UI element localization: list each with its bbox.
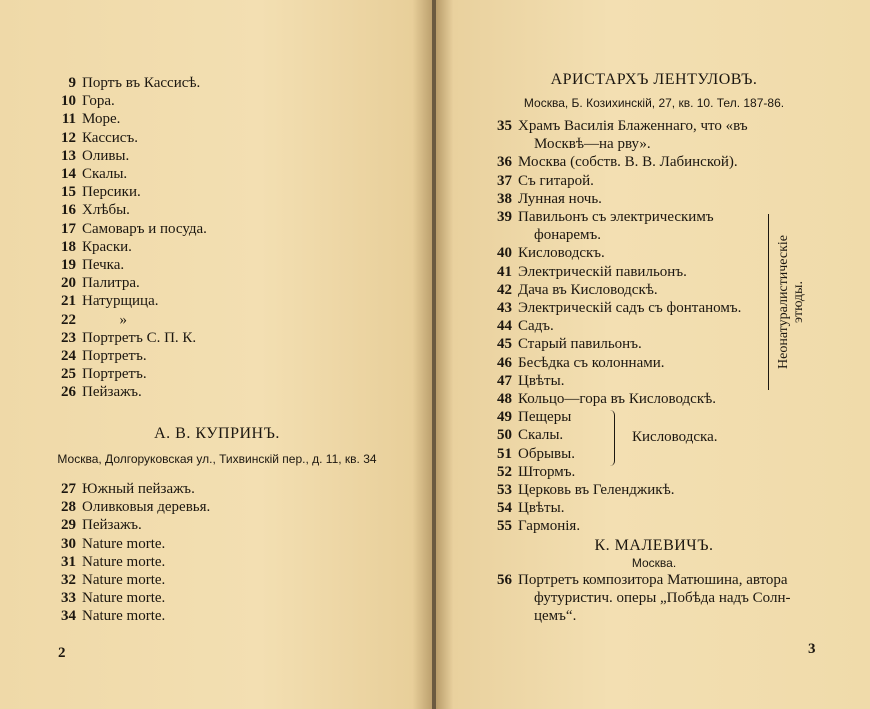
catalogue-entry — [486, 589, 790, 607]
entry-title: Nature morte. — [82, 590, 166, 607]
entry-title: Обрывы. — [518, 445, 575, 462]
catalogue-entry — [486, 135, 748, 153]
entry-title: Кассисъ. — [82, 129, 138, 146]
entry-title: Церковь въ Геленджикѣ. — [518, 482, 675, 499]
entry-number: 18 — [61, 238, 76, 255]
entry-number: 29 — [61, 517, 76, 534]
entry-number: 10 — [61, 93, 76, 110]
catalogue-entry — [50, 292, 207, 310]
catalogue-entry — [486, 571, 790, 589]
catalogue-entry — [50, 256, 207, 274]
entry-number: 49 — [497, 409, 512, 426]
catalogue-entry — [486, 263, 748, 281]
entry-title: Пейзажъ. — [82, 384, 142, 401]
entry-number: 55 — [497, 518, 512, 535]
catalogue-entry — [50, 571, 210, 589]
catalogue-entry — [486, 408, 748, 426]
entry-title: Портретъ С. П. К. — [82, 329, 197, 346]
entry-title: Портретъ. — [82, 348, 147, 365]
catalogue-entry — [486, 481, 748, 499]
entry-title: Nature morte. — [82, 572, 166, 589]
catalogue-entry — [50, 553, 210, 571]
entry-title: Nature morte. — [82, 553, 166, 570]
artist-name-malevich: К. МАЛЕВИЧЪ. — [594, 537, 714, 554]
group-brace-kislovodsk — [610, 410, 615, 466]
catalogue-entry — [486, 208, 748, 226]
catalogue-entry — [486, 517, 748, 535]
entry-title: Краски. — [82, 238, 132, 255]
entry-number: 9 — [68, 75, 76, 91]
catalogue-entry — [486, 499, 748, 517]
catalogue-entry — [50, 480, 210, 498]
entry-title: Кисловодскъ. — [518, 245, 605, 262]
entry-title: Цвѣты. — [518, 372, 565, 389]
catalogue-entry — [50, 147, 207, 165]
entry-title: Nature morte. — [82, 608, 166, 625]
entry-number: 21 — [61, 293, 76, 310]
entry-title: Хлѣбы. — [82, 202, 130, 219]
entry-title: Самоваръ и посуда. — [82, 220, 207, 237]
catalogue-entry — [50, 535, 210, 553]
entry-title: Старый павильонъ. — [518, 336, 642, 353]
artist-name-kuprin: А. В. КУПРИНЪ. — [154, 425, 280, 442]
group-label-line: Неонатуралистическіе — [776, 235, 791, 369]
catalogue-list-kuprin — [50, 480, 210, 626]
catalogue-list-matisse-section — [50, 74, 207, 402]
entry-number: 48 — [497, 391, 512, 408]
catalogue-entry — [50, 589, 210, 607]
catalogue-entry — [50, 220, 207, 238]
entry-number: 13 — [61, 147, 76, 164]
entry-number: 45 — [497, 336, 512, 353]
entry-title: Лунная ночь. — [518, 190, 602, 207]
catalogue-entry — [486, 226, 748, 244]
entry-number: 44 — [497, 318, 512, 335]
entry-number: 50 — [497, 427, 512, 444]
catalogue-entry — [50, 110, 207, 128]
catalogue-entry — [50, 383, 207, 401]
entry-number: 40 — [497, 245, 512, 262]
catalogue-entry — [50, 183, 207, 201]
entry-title: Портретъ композитора Матюшина, автора — [518, 572, 788, 588]
entry-number: 38 — [497, 190, 512, 207]
entry-number: 20 — [61, 275, 76, 292]
entry-number: 26 — [61, 384, 76, 401]
entry-title: Пещеры — [518, 409, 572, 426]
entry-number: 15 — [61, 184, 76, 201]
entry-title: Персики. — [82, 184, 141, 201]
catalogue-entry — [50, 365, 207, 383]
entry-title: Штормъ. — [518, 463, 576, 480]
entry-title: Гора. — [82, 93, 115, 110]
entry-title: » — [82, 311, 127, 328]
entry-number: 43 — [497, 300, 512, 317]
artist-address-malevich: Москва. — [631, 556, 677, 570]
entry-number: 46 — [497, 354, 512, 371]
entry-number: 37 — [497, 172, 512, 189]
entry-title: цемъ“. — [534, 608, 577, 625]
entry-number: 32 — [61, 572, 76, 589]
artist-address-kuprin: Москва, Долгоруковская ул., Тихвинскій пер., д. 11, кв. 34 — [57, 452, 377, 466]
catalogue-entry — [486, 153, 748, 171]
catalogue-entry — [486, 117, 748, 135]
entry-number: 35 — [497, 118, 512, 134]
entry-title: Кольцо—гора въ Кисловодскѣ. — [518, 391, 717, 408]
entry-number: 24 — [61, 348, 76, 365]
catalogue-entry — [486, 172, 748, 190]
entry-title: Море. — [82, 111, 121, 128]
right-page — [436, 0, 870, 709]
entry-number: 17 — [61, 220, 76, 237]
entry-title: Павильонъ съ электрическимъ — [518, 209, 714, 226]
catalogue-entry — [486, 335, 748, 353]
entry-title: Оливковыя деревья. — [82, 499, 211, 516]
entry-title: Москвѣ—на рву». — [534, 136, 651, 153]
entry-number: 47 — [497, 372, 512, 389]
entry-number: 33 — [61, 590, 76, 607]
catalogue-entry — [486, 354, 748, 372]
entry-number: 22 — [61, 311, 76, 328]
entry-title: Дача въ Кисловодскѣ. — [518, 281, 658, 298]
entry-title: Бесѣдка съ колоннами. — [518, 354, 665, 371]
catalogue-entry — [486, 281, 748, 299]
entry-number: 28 — [61, 499, 76, 516]
entry-title: Гармонія. — [518, 518, 581, 535]
catalogue-entry — [486, 463, 748, 481]
entry-title: Электрическій павильонъ. — [518, 263, 687, 280]
entry-number: 12 — [61, 129, 76, 146]
catalogue-entry — [50, 347, 207, 365]
entry-number: 52 — [497, 463, 512, 480]
entry-number: 11 — [61, 111, 76, 128]
group-label-neonaturalist — [776, 214, 806, 390]
entry-title: Натурщица. — [82, 293, 159, 310]
entry-number: 51 — [497, 445, 512, 462]
page-number: 3 — [808, 641, 816, 657]
entry-title: Электрическій садъ съ фонтаномъ. — [518, 300, 742, 317]
entry-title: Пейзажъ. — [82, 517, 142, 534]
catalogue-entry — [486, 390, 748, 408]
entry-title: Храмъ Василія Блаженнаго, что «въ — [518, 118, 748, 134]
entry-title: Печка. — [82, 257, 125, 274]
entry-number: 30 — [61, 535, 76, 552]
entry-number: 56 — [497, 572, 512, 588]
entry-number: 54 — [497, 500, 512, 517]
catalogue-entry — [50, 201, 207, 219]
catalogue-entry — [50, 274, 207, 292]
entry-number: 27 — [61, 481, 76, 497]
left-page — [0, 0, 434, 709]
artist-address-lentulov: Москва, Б. Козихинскій, 27, кв. 10. Тел. 187-86. — [523, 96, 785, 110]
page-number: 2 — [58, 645, 66, 661]
entry-title: Цвѣты. — [518, 500, 565, 517]
entry-title: Палитра. — [82, 275, 140, 292]
catalogue-entry — [50, 74, 207, 92]
group-brace-neonaturalist — [768, 214, 769, 390]
entry-number: 53 — [497, 482, 512, 499]
entry-title: фонаремъ. — [534, 227, 602, 244]
entry-number: 23 — [61, 329, 76, 346]
catalogue-entry — [50, 129, 207, 147]
catalogue-entry — [486, 244, 748, 262]
group-label-kislovodsk: Кисловодска. — [632, 429, 718, 445]
entry-title: Скалы. — [518, 427, 564, 444]
entry-title: Съ гитарой. — [518, 172, 594, 189]
catalogue-entry — [50, 165, 207, 183]
entry-number: 25 — [61, 366, 76, 383]
entry-title: Nature morte. — [82, 535, 166, 552]
catalogue-entry — [50, 311, 207, 329]
catalogue-entry — [50, 92, 207, 110]
catalogue-entry — [50, 607, 210, 625]
entry-title: Оливы. — [82, 147, 130, 164]
entry-title: Южный пейзажъ. — [82, 481, 195, 497]
catalogue-entry — [50, 238, 207, 256]
entry-number: 34 — [61, 608, 76, 625]
entry-number: 41 — [497, 263, 512, 280]
entry-title: Скалы. — [82, 166, 128, 183]
catalogue-entry — [50, 498, 210, 516]
entry-title: Москва (собств. В. В. Лабинской). — [518, 154, 738, 171]
artist-name-lentulov: АРИСТАРХЪ ЛЕНТУЛОВЪ. — [550, 71, 758, 88]
catalogue-entry — [486, 607, 790, 625]
entry-number: 31 — [61, 553, 76, 570]
entry-title: Садъ. — [518, 318, 554, 335]
catalogue-entry — [50, 516, 210, 534]
entry-title: футуристич. оперы „Побѣда надъ Солн- — [534, 590, 791, 607]
catalogue-entry — [486, 317, 748, 335]
catalogue-entry — [486, 372, 748, 390]
entry-title: Портретъ. — [82, 366, 147, 383]
entry-number: 36 — [497, 154, 512, 171]
entry-number: 39 — [497, 209, 512, 226]
entry-number: 42 — [497, 281, 512, 298]
catalogue-entry — [50, 329, 207, 347]
entry-number: 14 — [61, 166, 76, 183]
catalogue-entry — [486, 445, 748, 463]
catalogue-list-malevich — [486, 571, 790, 626]
entry-number: 16 — [61, 202, 76, 219]
catalogue-entry — [486, 190, 748, 208]
group-label-line: этюды. — [791, 281, 806, 323]
catalogue-list-lentulov — [486, 117, 748, 536]
entry-title: Портъ въ Кассисѣ. — [82, 75, 201, 91]
entry-number: 19 — [61, 257, 76, 274]
catalogue-entry — [486, 299, 748, 317]
